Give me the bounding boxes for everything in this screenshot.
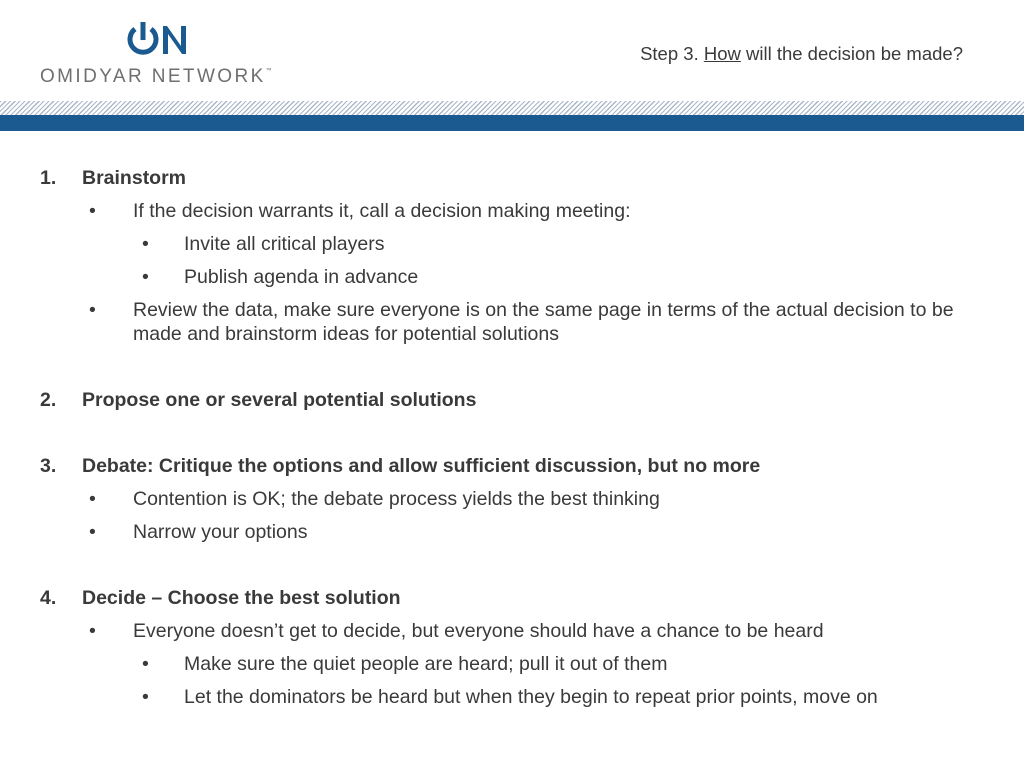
bullet-icon: • bbox=[89, 521, 96, 543]
omidyar-network-logo bbox=[40, 18, 290, 90]
bullet-text: Everyone doesn’t get to decide, but everyone should have a chance to be heard bbox=[133, 620, 824, 642]
bullet-text: Narrow your options bbox=[133, 521, 308, 543]
bullet-icon: • bbox=[89, 488, 96, 510]
list-number: 3. bbox=[40, 455, 57, 477]
bullet-icon: • bbox=[142, 686, 149, 708]
sub-bullet-item bbox=[142, 685, 974, 709]
list-number: 4. bbox=[40, 587, 57, 609]
trademark-symbol: ™ bbox=[265, 68, 272, 74]
on-logo-mark-icon bbox=[126, 20, 196, 60]
list-number: 2. bbox=[40, 389, 57, 411]
sub-bullet-text: Invite all critical players bbox=[184, 233, 385, 255]
logo-wordmark: OMIDYAR NETWORK™ bbox=[40, 66, 272, 87]
title-underlined-word: How bbox=[703, 43, 741, 64]
hatched-divider bbox=[0, 101, 1024, 115]
sub-bullet-item bbox=[142, 232, 974, 256]
list-item-brainstorm bbox=[0, 166, 1024, 190]
bullet-icon: • bbox=[89, 299, 96, 321]
list-number: 1. bbox=[40, 167, 57, 189]
bullet-text: Review the data, make sure everyone is on the same page in terms of the actual decision to be made and brainstorm ideas for potential solutions bbox=[133, 299, 954, 345]
sub-bullet-text: Let the dominators be heard but when they begin to repeat prior points, move on bbox=[184, 686, 878, 708]
slide-title bbox=[640, 43, 963, 65]
bullet-icon: • bbox=[142, 653, 149, 675]
bullet-item bbox=[89, 520, 963, 544]
title-suffix: will the decision be made? bbox=[740, 43, 963, 64]
bullet-icon: • bbox=[89, 200, 96, 222]
bullet-item bbox=[89, 199, 963, 223]
bullet-item bbox=[89, 487, 963, 511]
list-heading: Debate: Critique the options and allow sufficient discussion, but no more bbox=[82, 455, 761, 477]
bullet-item bbox=[89, 298, 963, 346]
sub-bullet-text: Publish agenda in advance bbox=[184, 266, 419, 288]
accent-bar bbox=[0, 115, 1024, 131]
bullet-text: Contention is OK; the debate process yields the best thinking bbox=[133, 488, 660, 510]
slide-body bbox=[0, 166, 1024, 709]
bullet-icon: • bbox=[142, 266, 149, 288]
list-heading: Decide – Choose the best solution bbox=[82, 587, 401, 609]
bullet-icon: • bbox=[142, 233, 149, 255]
list-heading: Brainstorm bbox=[82, 167, 187, 189]
sub-bullet-text: Make sure the quiet people are heard; pull it out of them bbox=[184, 653, 668, 675]
title-prefix: Step 3. bbox=[640, 43, 704, 64]
sub-bullet-item bbox=[142, 652, 974, 676]
list-heading: Propose one or several potential solutions bbox=[82, 389, 477, 411]
bullet-item bbox=[89, 619, 963, 643]
list-item-decide bbox=[0, 586, 1024, 610]
list-item-debate bbox=[0, 454, 1024, 478]
list-item-propose bbox=[0, 388, 1024, 412]
sub-bullet-item bbox=[142, 265, 974, 289]
bullet-icon: • bbox=[89, 620, 96, 642]
bullet-text: If the decision warrants it, call a decision making meeting: bbox=[133, 200, 631, 222]
